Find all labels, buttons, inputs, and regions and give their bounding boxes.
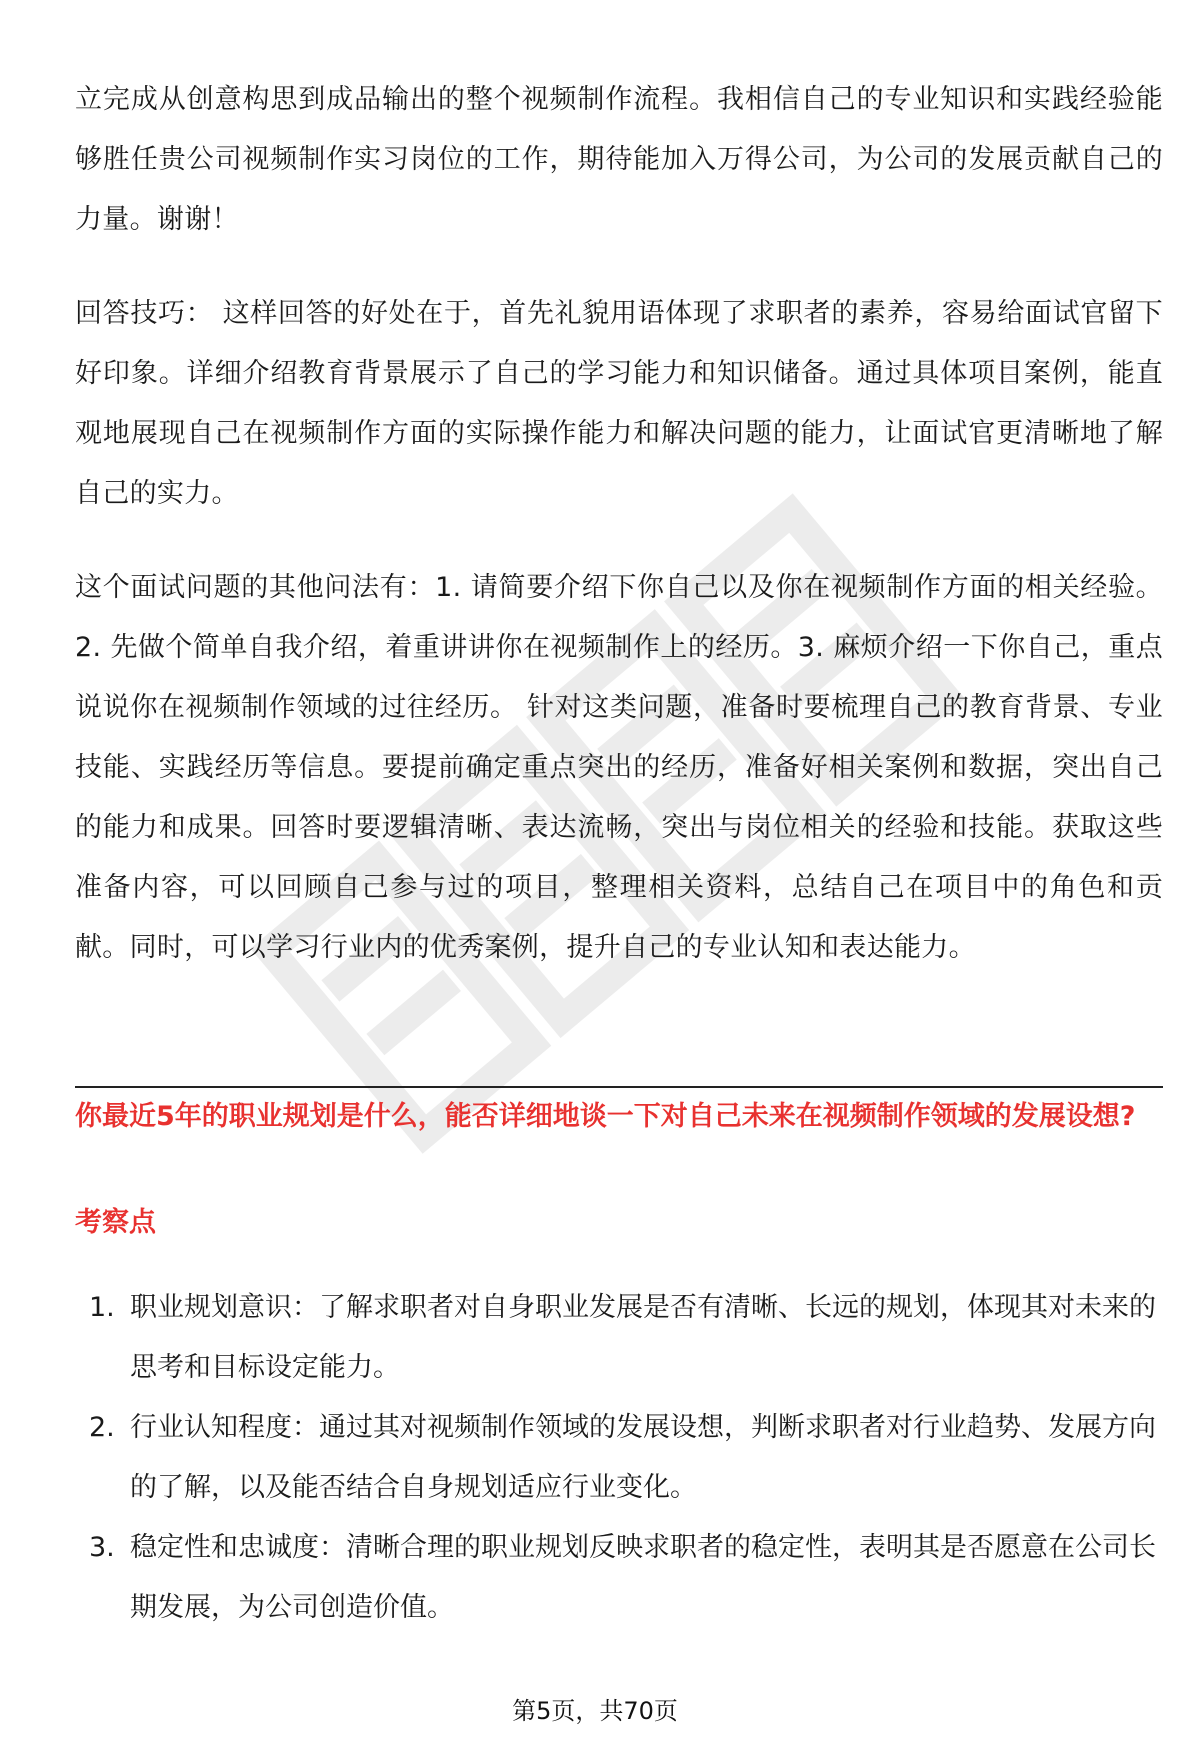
list-item-text: 稳定性和忠诚度：清晰合理的职业规划反映求职者的稳定性，表明其是否愿意在公司长期发展，为公司创造价值。 xyxy=(130,1532,1156,1623)
list-item xyxy=(75,1398,1163,1518)
list-item-number: 3. xyxy=(89,1532,115,1563)
list-item-number: 2. xyxy=(89,1412,115,1443)
question-heading: 你最近5年的职业规划是什么，能否详细地谈一下对自己未来在视频制作领域的发展设想? xyxy=(75,1101,1136,1132)
paragraph-answer-ending: 立完成从创意构思到成品输出的整个视频制作流程。我相信自己的专业知识和实践经验能够胜任贵公司视频制作实习岗位的工作，期待能加入万得公司，为公司的发展贡献自己的力量。谢谢！ xyxy=(75,84,1163,235)
list-item-number: 1. xyxy=(89,1292,115,1323)
list-item-text: 职业规划意识：了解求职者对自身职业发展是否有清晰、长远的规划，体现其对未来的思考和目标设定能力。 xyxy=(130,1292,1156,1383)
list-item-text: 行业认知程度：通过其对视频制作领域的发展设想，判断求职者对行业趋势、发展方向的了解，以及能否结合自身规划适应行业变化。 xyxy=(130,1412,1156,1503)
section-divider xyxy=(75,1086,1163,1088)
paragraph-alternative-questions: 这个面试问题的其他问法有：1. 请简要介绍下你自己以及你在视频制作方面的相关经验。2. 先做个简单自我介绍，着重讲讲你在视频制作上的经历。3. 麻烦介绍一下你自己，重点说说你在视频制作领域的过往经历。 针对这类问题，准备时要梳理自己的教育背景、专业技能、实践经历等信息。要提前确定重点突出的经历，准备好相关案例和数据，突出自己的能力和成果。回答时要逻辑清晰、表达流畅，突出与岗位相关的经验和技能。获取这些准备内容，可以回顾自己参与过的项目，整理相关资料，总结自己在项目中的角色和贡献。同时，可以学习行业内的优秀案例，提升自己的专业认知和表达能力。 xyxy=(75,572,1163,963)
paragraph-answer-tips: 回答技巧： 这样回答的好处在于，首先礼貌用语体现了求职者的素养，容易给面试官留下好印象。详细介绍教育背景展示了自己的学习能力和知识储备。通过具体项目案例，能直观地展现自己在视频制作方面的实际操作能力和解决问题的能力，让面试官更清晰地了解自己的实力。 xyxy=(75,298,1163,509)
list-item xyxy=(75,1278,1163,1398)
list-item xyxy=(75,1518,1163,1638)
section-title-assessment-points: 考察点 xyxy=(75,1207,156,1238)
page-number-footer: 第5页，共70页 xyxy=(512,1697,678,1725)
assessment-points-list xyxy=(75,1278,1163,1638)
body-content xyxy=(75,70,1163,978)
